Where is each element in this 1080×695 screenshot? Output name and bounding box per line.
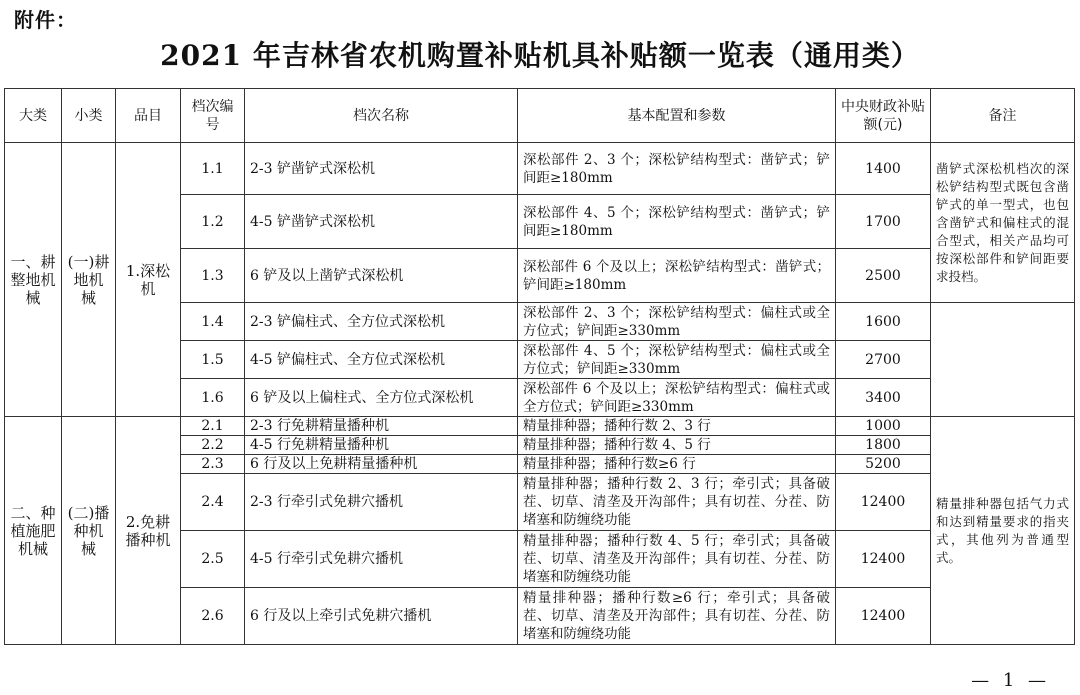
- item-cell: 2.免耕播种机: [116, 417, 181, 645]
- table-header-row: [5, 89, 1075, 143]
- tier-config: 精量排种器；播种行数≥6 行；牵引式；具备破茬、切草、清垄及开沟部件；具有切茬、分茬、防堵塞和防缠绕功能: [518, 588, 836, 645]
- tier-no: 1.6: [181, 379, 245, 417]
- tier-config: 深松部件 4、5 个；深松铲结构型式：凿铲式；铲间距≥180mm: [518, 195, 836, 249]
- header-tier-no: 档次编号: [181, 89, 245, 143]
- tier-no: 2.6: [181, 588, 245, 645]
- tier-name: 4-5 行牵引式免耕穴播机: [245, 531, 518, 588]
- tier-no: 2.2: [181, 436, 245, 455]
- page-number: — 1 —: [971, 670, 1050, 691]
- subsidy-amount: 12400: [836, 531, 931, 588]
- tier-name: 6 行及以上免耕精量播种机: [245, 455, 518, 474]
- tier-name: 6 行及以上牵引式免耕穴播机: [245, 588, 518, 645]
- tier-name: 6 铲及以上凿铲式深松机: [245, 249, 518, 303]
- header-subsidy: 中央财政补贴额(元): [836, 89, 931, 143]
- header-category: 大类: [5, 89, 62, 143]
- subsidy-amount: 1800: [836, 436, 931, 455]
- tier-no: 1.5: [181, 341, 245, 379]
- subsidy-amount: 1000: [836, 417, 931, 436]
- tier-name: 2-3 行牵引式免耕穴播机: [245, 474, 518, 531]
- subcategory-cell: (二)播种机械: [62, 417, 116, 645]
- subsidy-amount: 2500: [836, 249, 931, 303]
- subsidy-amount: 2700: [836, 341, 931, 379]
- tier-name: 4-5 铲凿铲式深松机: [245, 195, 518, 249]
- item-cell: 1.深松机: [116, 143, 181, 417]
- category-cell: 一、耕整地机械: [5, 143, 62, 417]
- subsidy-amount: 1600: [836, 303, 931, 341]
- tier-no: 1.1: [181, 143, 245, 195]
- subsidy-table: [4, 88, 1075, 645]
- subsidy-amount: 12400: [836, 588, 931, 645]
- tier-no: 1.2: [181, 195, 245, 249]
- header-subcategory: 小类: [62, 89, 116, 143]
- subsidy-amount: 1700: [836, 195, 931, 249]
- tier-no: 2.3: [181, 455, 245, 474]
- attachment-label: 附件：: [14, 8, 77, 32]
- tier-config: 深松部件 2、3 个；深松铲结构型式：偏柱式或全方位式；铲间距≥330mm: [518, 303, 836, 341]
- category-cell: 二、种植施肥机械: [5, 417, 62, 645]
- tier-config: 深松部件 4、5 个；深松铲结构型式：偏柱式或全方位式；铲间距≥330mm: [518, 341, 836, 379]
- subsidy-amount: 5200: [836, 455, 931, 474]
- subsidy-amount: 3400: [836, 379, 931, 417]
- tier-config: 精量排种器；播种行数 2、3 行；牵引式；具备破茬、切草、清垄及开沟部件；具有切茬、分茬、防堵塞和防缠绕功能: [518, 474, 836, 531]
- tier-no: 2.1: [181, 417, 245, 436]
- tier-no: 1.4: [181, 303, 245, 341]
- header-config: 基本配置和参数: [518, 89, 836, 143]
- tier-config: 深松部件 6 个及以上；深松铲结构型式：凿铲式；铲间距≥180mm: [518, 249, 836, 303]
- tier-config: 深松部件 2、3 个；深松铲结构型式：凿铲式；铲间距≥180mm: [518, 143, 836, 195]
- tier-name: 2-3 铲偏柱式、全方位式深松机: [245, 303, 518, 341]
- tier-name: 6 铲及以上偏柱式、全方位式深松机: [245, 379, 518, 417]
- header-tier-name: 档次名称: [245, 89, 518, 143]
- header-remark: 备注: [931, 89, 1075, 143]
- tier-name: 4-5 行免耕精量播种机: [245, 436, 518, 455]
- table-row: [5, 417, 1075, 436]
- remark-empty-cell: [931, 303, 1075, 417]
- tier-name: 2-3 行免耕精量播种机: [245, 417, 518, 436]
- header-item: 品目: [116, 89, 181, 143]
- tier-no: 2.4: [181, 474, 245, 531]
- tier-config: 精量排种器；播种行数 4、5 行: [518, 436, 836, 455]
- tier-config: 深松部件 6 个及以上；深松铲结构型式：偏柱式或全方位式；铲间距≥330mm: [518, 379, 836, 417]
- subsidy-amount: 12400: [836, 474, 931, 531]
- tier-config: 精量排种器；播种行数 4、5 行；牵引式；具备破茬、切草、清垄及开沟部件；具有切茬、分茬、防堵塞和防缠绕功能: [518, 531, 836, 588]
- subsidy-amount: 1400: [836, 143, 931, 195]
- subcategory-cell: (一)耕地机械: [62, 143, 116, 417]
- remark-cell: 精量排种器包括气力式和达到精量要求的指夹式，其他列为普通型式。: [931, 417, 1075, 645]
- table-row: [5, 143, 1075, 195]
- remark-cell: 凿铲式深松机档次的深松铲结构型式既包含凿铲式的单一型式，也包含凿铲式和偏柱式的混合型式，相关产品均可按深松部件和铲间距要求投档。: [931, 143, 1075, 303]
- document-title: 2021 年吉林省农机购置补贴机具补贴额一览表（通用类）: [160, 39, 920, 72]
- tier-no: 1.3: [181, 249, 245, 303]
- tier-name: 4-5 铲偏柱式、全方位式深松机: [245, 341, 518, 379]
- tier-config: 精量排种器；播种行数≥6 行: [518, 455, 836, 474]
- tier-no: 2.5: [181, 531, 245, 588]
- tier-name: 2-3 铲凿铲式深松机: [245, 143, 518, 195]
- tier-config: 精量排种器；播种行数 2、3 行: [518, 417, 836, 436]
